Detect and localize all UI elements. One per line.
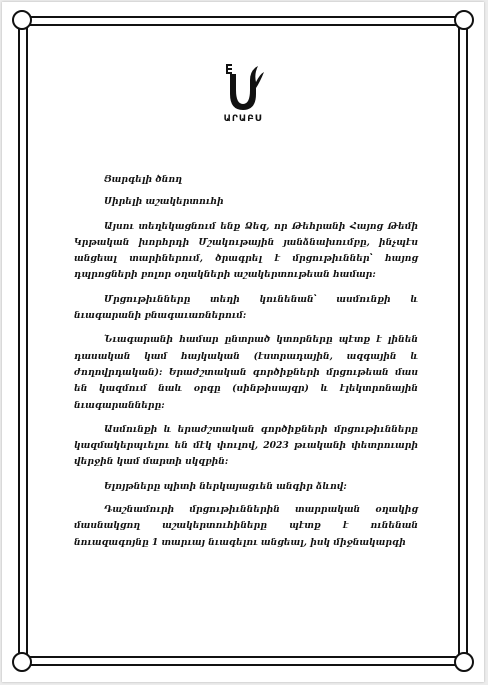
corner-ornament	[12, 10, 32, 30]
logo	[218, 60, 268, 126]
paragraph: Ասմունքի և երաժշտական գործիքների մրցութիւնները կազմակերպւելու են մէկ փուլով, 2023 թւականի փետրուարի վերջին կամ մարտի սկզբին:	[74, 423, 418, 468]
corner-ornament	[12, 652, 32, 672]
logo-text: ԱՐԱԲՍ	[223, 114, 263, 124]
greeting: Սիրելի աշակերտուհի	[104, 196, 224, 208]
paragraph: Նւագարանի համար ընտրած կտորները պէտք է լինեն դասական կամ հայկական (էստրադային, ազգային և ժողովրդական): Երաժշտական գործիքների մրցութեան մաս են կազմում նաև օրգը (սինթիսայզր) և էլեկտրոնային նւագարանները:	[74, 334, 418, 411]
document-page	[2, 2, 484, 682]
paragraph: Ելոյթները պիտի ներկայացւեն անգիր ձևով:	[104, 480, 347, 492]
corner-ornament	[454, 10, 474, 30]
salutation: Յարգելի ծնող	[104, 174, 182, 185]
logo-emblem-icon	[218, 60, 268, 112]
corner-ornament	[454, 652, 474, 672]
paragraph: Այսու տեղեկացնում ենք Ձեզ, որ Թեհրանի Հայոց Թեմի Կրթական խորհրդի Մշակութային յանձնախումբը, ինչպէս անցեալ տարիներում, ծրագրել է մրցութիւններ՝ հայոց դպրոցների բոլոր օղակների աշակերտութեան համար:	[74, 220, 418, 281]
paragraph: Դաշնամուրի մրցութիւններին տարրական օղակից մասնակցող աշակերտուհիները պէտք է ունենան նուազագոյնը 1 տարւայ նւագելու անցեալ, իսկ միջնակարգի	[74, 504, 418, 548]
letter-body	[74, 172, 418, 559]
paragraph: Մրցութիւնները տեղի կունենան՝ ասմունքի և նւագարանի բնագաւառներում:	[74, 293, 418, 322]
